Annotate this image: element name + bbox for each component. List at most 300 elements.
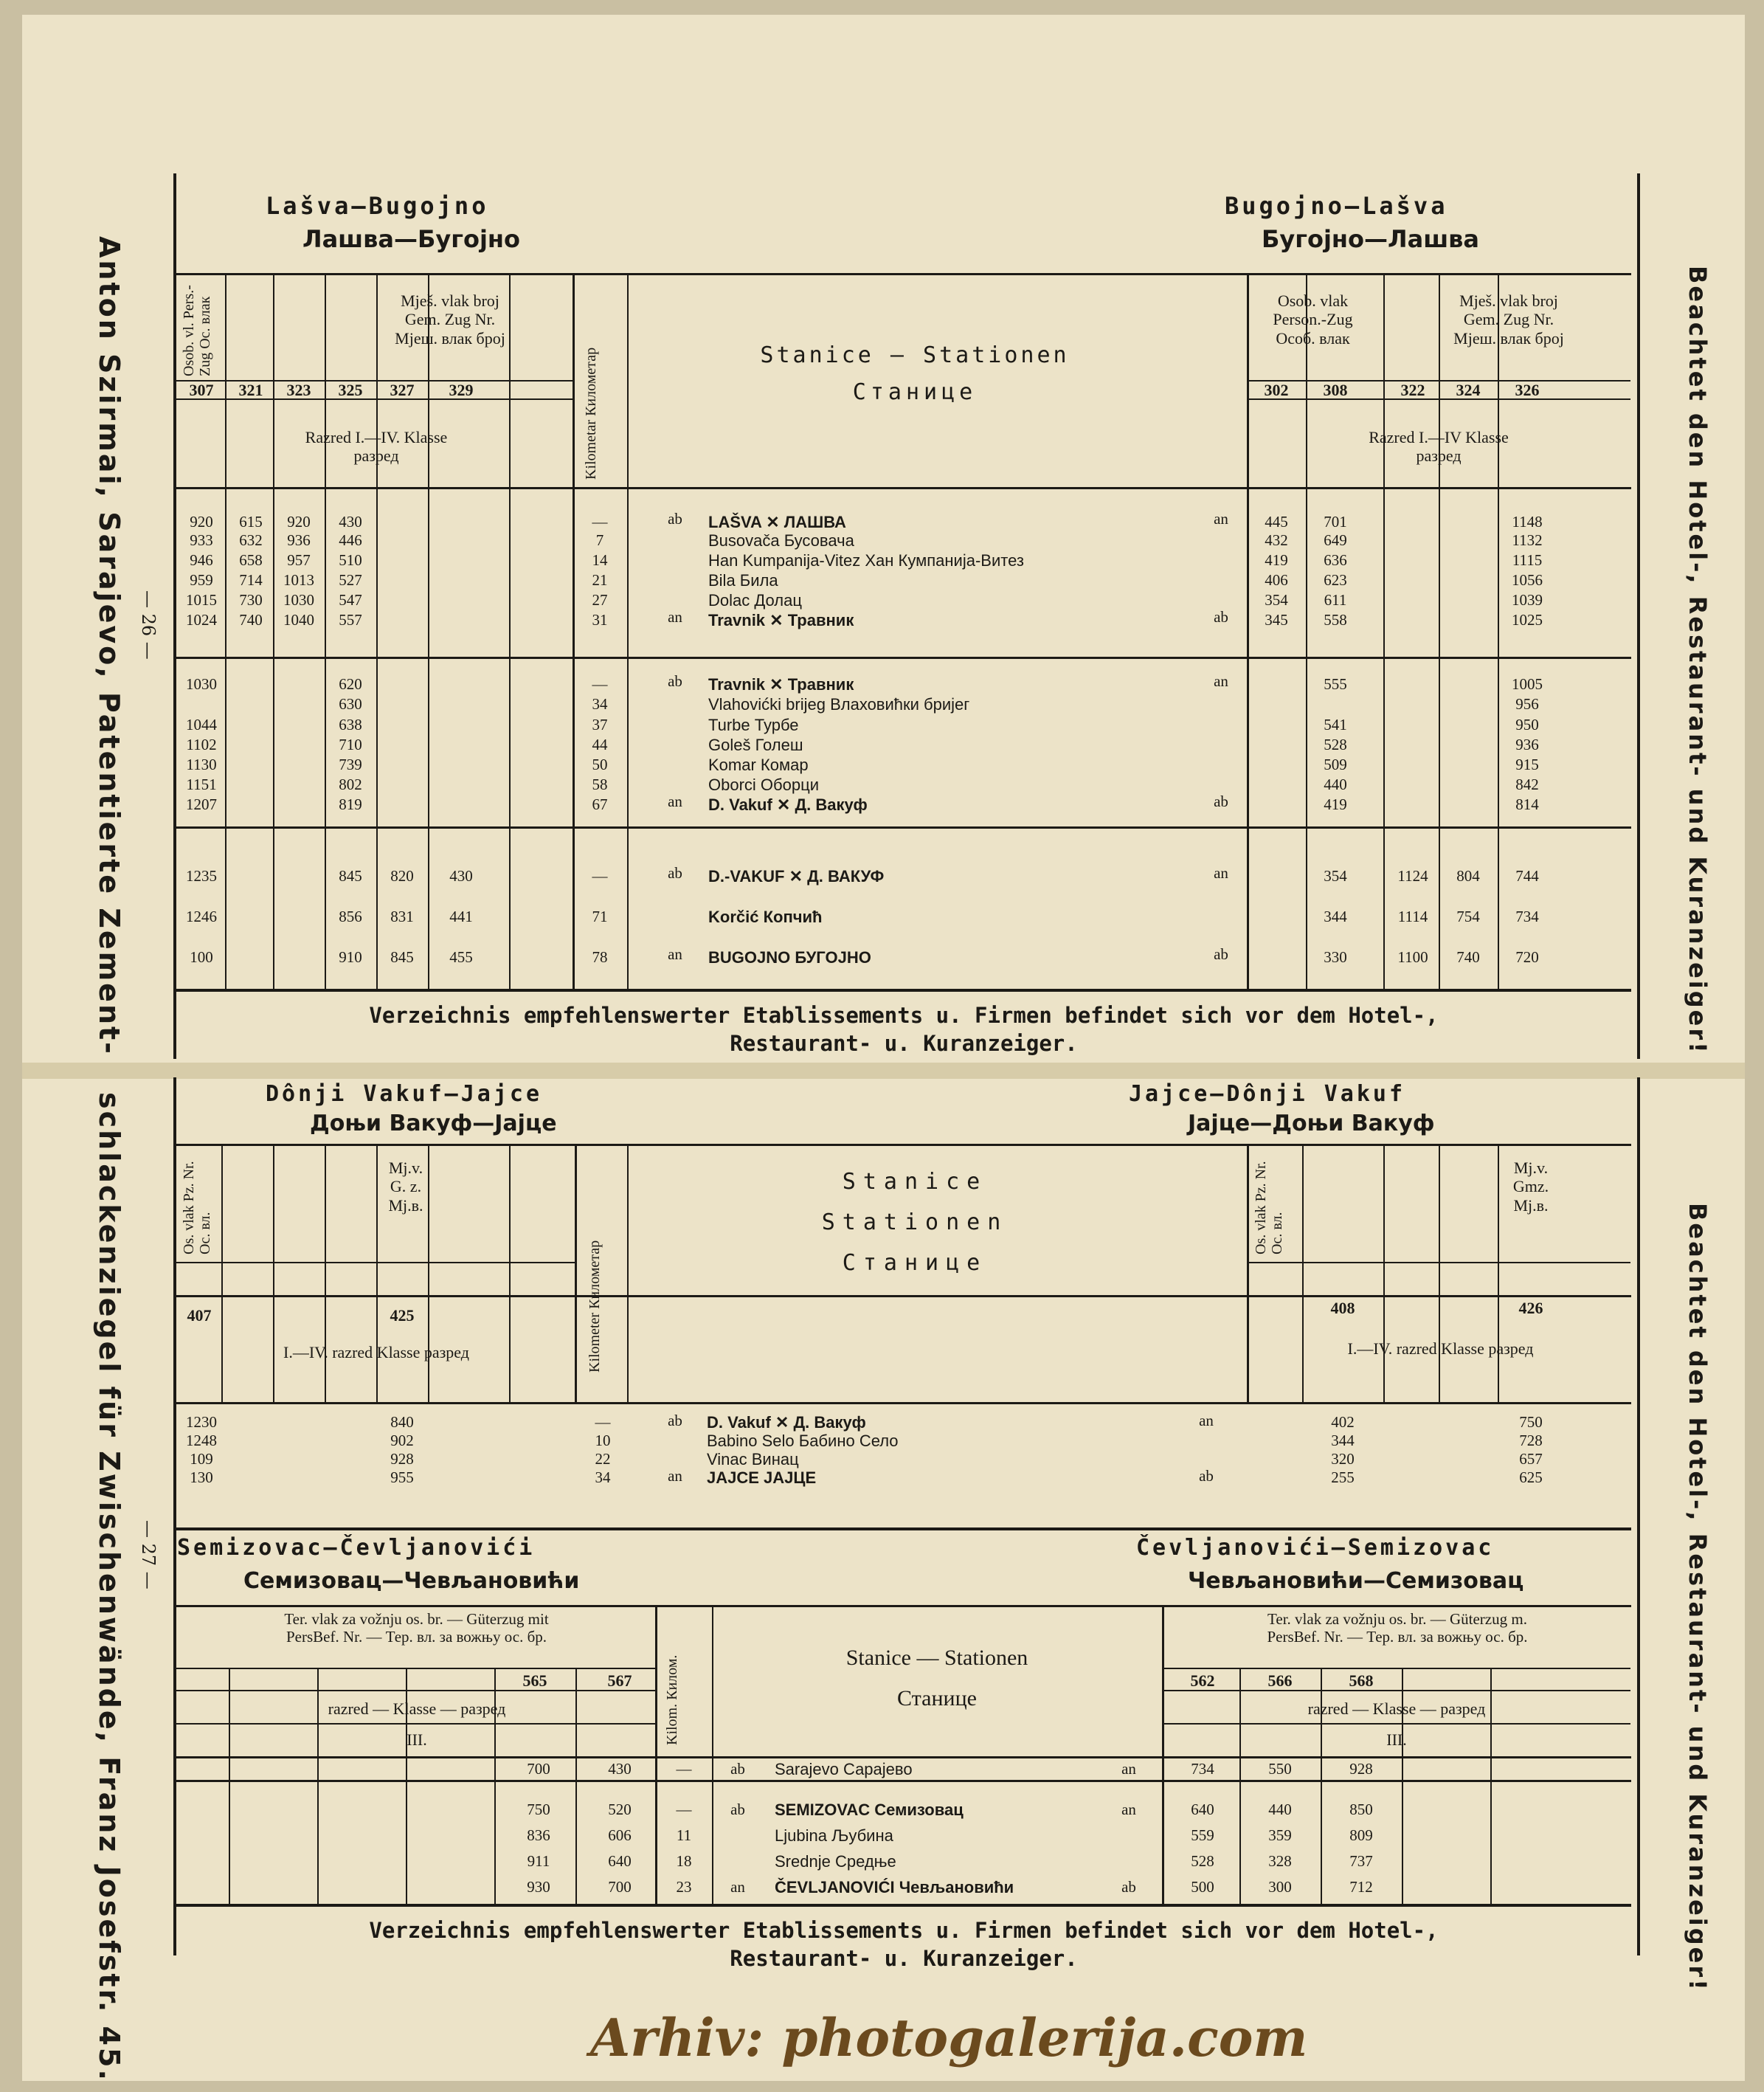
rule [176,1756,1631,1758]
train-number: 426 [1518,1299,1543,1317]
time-cell: 802 [339,776,362,793]
time-cell: 130 [190,1468,213,1486]
km-cell: 21 [592,571,608,589]
time-cell: 455 [449,948,473,966]
head-stations-cyr: Станице [852,379,978,405]
head-kilometar: Kilometar Километар [583,347,599,480]
ab-an-cell: an [668,608,682,626]
ab-an-cell: an [730,1878,745,1896]
km-cell: 50 [592,756,608,773]
time-cell: 636 [1324,551,1347,569]
station-name: Korčić Копчић [708,908,823,926]
time-cell: 1148 [1512,513,1543,531]
km-cell: — [676,1801,692,1818]
head-osob-vlak: Osob. vl. Pers.-Zug Oс. влак [181,285,213,376]
rule [176,1527,1631,1530]
time-cell: 359 [1268,1826,1292,1844]
col-line [428,273,429,989]
time-cell: 754 [1456,908,1480,925]
time-cell: 1025 [1512,611,1543,629]
col-line [221,1144,223,1402]
title-left-latin: Lašva—Bugojno [266,192,489,220]
col-line [376,1144,378,1402]
time-cell: 850 [1349,1801,1373,1818]
ab-an-cell: ab [668,510,682,528]
head-stanice: Stanice — Stationen [845,1646,1028,1670]
rule [176,1295,1631,1297]
time-cell: 819 [339,795,362,813]
ab-an-cell: an [668,1467,682,1485]
time-cell: 606 [608,1826,632,1844]
col-line [1498,1144,1499,1402]
time-cell: 419 [1324,795,1347,813]
ab-an-cell: an [1214,864,1228,882]
time-cell: 740 [239,611,263,629]
time-cell: 959 [190,571,213,589]
head-mjv: Mj.v. G. z. Mj.в. [388,1159,423,1215]
time-cell: 804 [1456,867,1480,885]
time-cell: 920 [287,513,311,531]
station-name: SEMIZOVAC Семизовац [775,1801,964,1819]
time-cell: 845 [339,867,362,885]
station-name: Babino Selo Бабино Село [707,1432,899,1450]
title-right-latin: Jajce—Dônji Vakuf [1129,1081,1406,1107]
time-cell: 1207 [186,795,217,813]
col-line [1247,273,1249,989]
head-stanice-cyr: Станице [842,1250,988,1276]
station-name: BUGOJNO БУГОЈНО [708,948,871,967]
time-cell: 737 [1349,1852,1373,1870]
footer-note: Verzeichnis empfehlenswerter Etablissements u. Firmen befindet sich vor dem Hotel-, Restaurant- u. Kuranzeiger. [369,1918,1439,1971]
time-cell: 615 [239,513,263,531]
time-cell: 445 [1265,513,1288,531]
time-cell: 440 [1268,1801,1292,1818]
station-name: Ljubina Љубина [775,1826,893,1845]
time-cell: 734 [1515,908,1539,925]
time-cell: 541 [1324,716,1347,733]
km-cell: 37 [592,716,608,733]
time-cell: 701 [1324,513,1347,531]
time-cell: 550 [1268,1760,1292,1778]
head-kilometer: Kilometer Километар [587,1240,603,1373]
time-cell: 109 [190,1450,213,1468]
time-cell: 402 [1331,1413,1355,1431]
time-cell: 1230 [186,1413,217,1431]
class-right: I.—IV. razred Klasse разред [1347,1339,1534,1358]
km-cell: — [592,675,608,693]
head-osob-right: Osob. vlak Person.-Zug Особ. влак [1273,291,1353,348]
km-cell: 34 [592,695,608,713]
train-number: 322 [1400,381,1425,399]
km-cell: 27 [592,591,608,609]
time-cell: 1246 [186,908,217,925]
time-cell: 1100 [1397,948,1428,966]
rule [176,1605,1631,1607]
time-cell: 640 [1191,1801,1214,1818]
station-name: Travnik ✕ Травник [708,611,854,629]
ab-an-cell: ab [1214,608,1228,626]
km-cell: 58 [592,776,608,793]
ab-an-cell: ab [1214,793,1228,810]
time-cell: 432 [1265,531,1288,549]
head-mjes-vlak: Mješ. vlak broj Gem. Zug Nr. Мјеш. влак број [395,291,505,348]
time-cell: 632 [239,531,263,549]
time-cell: 1024 [186,611,217,629]
side-advert-left-bottom: schlackenziegel für Zwischenwände, Franz Josefstr. 45. [93,1092,125,2082]
rule [176,1904,1631,1907]
time-cell: 750 [527,1801,550,1818]
rule [176,989,1631,992]
time-cell: 354 [1265,591,1288,609]
station-name: Bila Била [708,571,778,590]
station-name: D.-VAKUF ✕ Д. ВАКУФ [708,867,885,886]
ab-an-cell: an [1121,1760,1136,1778]
time-cell: 100 [190,948,213,966]
rule [1162,1723,1630,1725]
rule [176,273,1631,275]
ab-an-cell: ab [1214,945,1228,963]
col-line [1383,273,1385,989]
page-number: — 26 — [138,590,159,660]
col-line [575,1144,577,1402]
head-os-vlak: Os. vlak Pz. Nr. Ос. вл. [181,1161,213,1254]
train-number: 324 [1456,381,1481,399]
station-name: D. Vakuf ✕ Д. Вакуф [708,795,868,814]
time-cell: 1015 [186,591,217,609]
time-cell: 657 [1519,1450,1543,1468]
time-cell: 330 [1324,948,1347,966]
station-name: Goleš Голеш [708,736,803,754]
time-cell: 1130 [186,756,217,773]
station-name: D. Vakuf ✕ Д. Вакуф [707,1413,866,1432]
ab-an-cell: ab [668,864,682,882]
col-line [627,1144,629,1402]
time-cell: 856 [339,908,362,925]
rule [176,1144,1631,1146]
time-cell: 734 [1191,1760,1214,1778]
title-left-latin: Dônji Vakuf—Jajce [266,1081,543,1107]
time-cell: 1248 [186,1432,217,1449]
ab-an-cell: ab [730,1801,745,1818]
train-number: 329 [449,381,474,399]
time-cell: 809 [1349,1826,1373,1844]
page-number: — 27 — [138,1520,159,1589]
train-number: 302 [1264,381,1289,399]
station-name: Sarajevo Сарајево [775,1760,913,1778]
time-cell: 500 [1191,1878,1214,1896]
km-cell: — [592,513,608,531]
km-cell: 34 [595,1468,611,1486]
time-cell: 957 [287,551,311,569]
ab-an-cell: an [1214,672,1228,690]
time-cell: 956 [1515,695,1539,713]
time-cell: 1040 [283,611,314,629]
time-cell: 558 [1324,611,1347,629]
ab-an-cell: an [668,793,682,810]
ab-an-cell: ab [730,1760,745,1778]
time-cell: 1044 [186,716,217,733]
time-cell: 300 [1268,1878,1292,1896]
rule [176,1402,1631,1404]
col-line [509,1144,511,1402]
time-cell: 831 [390,908,414,925]
km-cell: 23 [676,1878,692,1896]
time-cell: 255 [1331,1468,1355,1486]
class-left: razred — Klasse — разред [328,1699,506,1718]
title-left-cyrillic: Лашва—Бугојно [302,225,521,253]
station-name: Komar Комар [708,756,809,774]
time-cell: 915 [1515,756,1539,773]
km-cell: 44 [592,736,608,753]
train-number: 308 [1323,381,1348,399]
time-cell: 902 [390,1432,414,1449]
col-line [627,273,629,989]
col-line [1306,273,1307,989]
ab-an-cell: ab [1199,1467,1214,1485]
title-right-cyrillic: Бугојно—Лашва [1262,225,1480,253]
train-number: 568 [1349,1671,1374,1690]
col-line [655,1605,657,1904]
km-cell: 67 [592,795,608,813]
title-right-latin: Bugojno—Lašva [1225,192,1448,220]
time-cell: 836 [527,1826,550,1844]
page-27 [22,1077,1745,2081]
time-cell: 649 [1324,531,1347,549]
station-name: Vinac Винац [707,1450,799,1468]
train-number: 566 [1267,1671,1293,1690]
time-cell: 630 [339,695,362,713]
ab-an-cell: ab [668,1412,682,1429]
time-cell: 728 [1519,1432,1543,1449]
time-cell: 446 [339,531,362,549]
time-cell: 611 [1324,591,1347,609]
station-name: Travnik ✕ Травник [708,675,854,694]
side-advert-right: Beachtet den Hotel-, Restaurant- und Kuranzeiger! [1684,266,1712,1055]
ab-an-cell: ab [1121,1878,1136,1896]
time-cell: 555 [1324,675,1347,693]
class-left: Razred I.—IV. Klasse разред [305,428,448,466]
col-line [1439,1144,1440,1402]
time-cell: 509 [1324,756,1347,773]
train-number: 565 [522,1671,547,1690]
time-cell: 440 [1324,776,1347,793]
col-line [712,1605,713,1904]
ab-an-cell: an [1214,510,1228,528]
page-26 [22,15,1745,1063]
head-stations: Stanice — Stationen [760,342,1070,368]
time-cell: 419 [1265,551,1288,569]
time-cell: 559 [1191,1826,1214,1844]
time-cell: 739 [339,756,362,773]
time-cell: 1235 [186,867,217,885]
time-cell: 842 [1515,776,1539,793]
time-cell: 720 [1515,948,1539,966]
side-advert-right: Beachtet den Hotel-, Restaurant- und Kuranzeiger! [1684,1203,1712,1992]
time-cell: 520 [608,1801,632,1818]
time-cell: 1114 [1397,908,1428,925]
km-cell: 18 [676,1852,692,1870]
train-number: 325 [338,381,363,399]
time-cell: 1102 [186,736,217,753]
km-cell: 22 [595,1450,611,1468]
km-cell: 11 [676,1826,692,1844]
train-number: 327 [390,381,415,399]
rule [176,1780,1631,1782]
time-cell: 1005 [1512,675,1543,693]
head-mjv-right: Mj.v. Gmz. Mj.в. [1512,1159,1549,1215]
time-cell: 710 [339,736,362,753]
rule [176,1262,575,1263]
col-line [1302,1144,1304,1402]
time-cell: 528 [1324,736,1347,753]
head-os-vlak-right: Os. vlak Pz. Nr. Ос. вл. [1253,1161,1285,1254]
time-cell: 557 [339,611,362,629]
footer-note: Verzeichnis empfehlenswerter Etablissements u. Firmen befindet sich vor dem Hotel-, Restaurant- u. Kuranzeiger. [369,1003,1439,1056]
time-cell: 510 [339,551,362,569]
col-line [273,1144,274,1402]
title-right-latin: Čevljanovići—Semizovac [1136,1535,1495,1561]
rule [1162,1690,1630,1691]
timetable-spread [22,15,1745,2081]
time-cell: 933 [190,531,213,549]
km-cell: 78 [592,948,608,966]
km-cell: 14 [592,551,608,569]
head-stationen: Stationen [821,1209,1009,1235]
time-cell: 547 [339,591,362,609]
time-cell: 730 [239,591,263,609]
train-number: 425 [390,1306,415,1325]
class-num-right: III. [1386,1730,1407,1749]
km-cell: 10 [595,1432,611,1449]
rule [176,657,1631,659]
train-number: 567 [607,1671,632,1690]
title-right-cyrillic: Јајце—Доњи Вакуф [1188,1111,1435,1136]
time-cell: 928 [1349,1760,1373,1778]
time-cell: 354 [1324,867,1347,885]
time-cell: 528 [1191,1852,1214,1870]
head-ter-vlak-right: Ter. vlak za vožnju os. br. — Güterzug m. PersBef. Nr. — Тер. вл. за вожњу ос. бр. [1267,1610,1528,1646]
station-name: LAŠVA ✕ ЛАШВА [708,513,846,531]
time-cell: 620 [339,675,362,693]
time-cell: 430 [449,867,473,885]
km-cell: — [676,1760,692,1778]
time-cell: 820 [390,867,414,885]
station-name: Turbe Турбе [708,716,799,734]
rule [176,826,1631,829]
time-cell: 1056 [1512,571,1543,589]
km-cell: 7 [595,531,604,549]
station-name: Vlahovićki brijeg Влаховићки бријег [708,695,970,714]
title-left-latin: Semizovac—Čevljanovići [177,1535,536,1561]
time-cell: 1039 [1512,591,1543,609]
train-number: 321 [238,381,263,399]
time-cell: 700 [527,1760,550,1778]
time-cell: 930 [527,1878,550,1896]
time-cell: 345 [1265,611,1288,629]
time-cell: 1115 [1512,551,1543,569]
station-name: Srednje Средње [775,1852,896,1871]
time-cell: 344 [1331,1432,1355,1449]
time-cell: 328 [1268,1852,1292,1870]
head-ter-vlak-left: Ter. vlak za vožnju os. br. — Güterzug mit PersBef. Nr. — Тер. вл. за вожњу ос. бр. [284,1610,549,1646]
time-cell: 740 [1456,948,1480,966]
time-cell: 430 [339,513,362,531]
time-cell: 928 [390,1450,414,1468]
class-right: Razred I.—IV Klasse разред [1369,428,1509,466]
time-cell: 320 [1331,1450,1355,1468]
km-cell: 71 [592,908,608,925]
time-cell: 936 [1515,736,1539,753]
time-cell: 640 [608,1852,632,1870]
rule [176,1690,656,1691]
class-num-left: III. [407,1730,427,1749]
time-cell: 700 [608,1878,632,1896]
time-cell: 1132 [1512,531,1543,549]
time-cell: 911 [527,1852,550,1870]
rule [176,487,1631,489]
col-line [509,273,511,989]
class-right: razred — Klasse — разред [1307,1699,1486,1718]
train-number: 407 [187,1306,212,1325]
ab-an-cell: an [1121,1801,1136,1818]
book-fold [22,1063,1745,1079]
ab-an-cell: an [1199,1412,1214,1429]
class-left: I.—IV. razred Klasse разред [283,1343,469,1361]
time-cell: 840 [390,1413,414,1431]
train-number: 307 [189,381,214,399]
train-number: 408 [1330,1299,1355,1317]
col-line [1162,1605,1164,1904]
ab-an-cell: ab [668,672,682,690]
title-left-cyrillic: Семизовац—Чевљановићи [243,1568,580,1594]
km-cell: 31 [592,611,608,629]
time-cell: 441 [449,908,473,925]
head-stanice: Stanice [842,1169,988,1195]
station-name: Busovača Бусовача [708,531,854,550]
side-advert-left: Anton Szirmai, Sarajevo, Patentierte Zement- [93,236,125,1056]
time-cell: 623 [1324,571,1347,589]
time-cell: 1151 [186,776,217,793]
station-name: Oborci Оборци [708,776,819,794]
station-name: Han Kumpanija-Vitez Хан Кумпанија-Витез [708,551,1024,570]
station-name: ČEVLJANOVIĆI Чевљановићи [775,1878,1014,1896]
time-cell: 814 [1515,795,1539,813]
station-name: Dolac Долац [708,591,802,610]
train-number: 323 [286,381,311,399]
time-cell: 658 [239,551,263,569]
train-number: 326 [1515,381,1540,399]
time-cell: 955 [390,1468,414,1486]
km-cell: — [595,1413,611,1431]
time-cell: 845 [390,948,414,966]
head-kilom: Kilom. Килом. [664,1654,680,1745]
col-line [325,1144,326,1402]
time-cell: 1030 [283,591,314,609]
time-cell: 910 [339,948,362,966]
time-cell: 430 [608,1760,632,1778]
time-cell: 750 [1519,1413,1543,1431]
time-cell: 527 [339,571,362,589]
time-cell: 936 [287,531,311,549]
time-cell: 1030 [186,675,217,693]
col-line [1383,1144,1385,1402]
time-cell: 712 [1349,1878,1373,1896]
rule [1162,1668,1630,1669]
station-name: JAJCE JAJЦЕ [707,1468,817,1487]
time-cell: 1124 [1397,867,1428,885]
time-cell: 714 [239,571,263,589]
km-cell: — [592,867,608,885]
